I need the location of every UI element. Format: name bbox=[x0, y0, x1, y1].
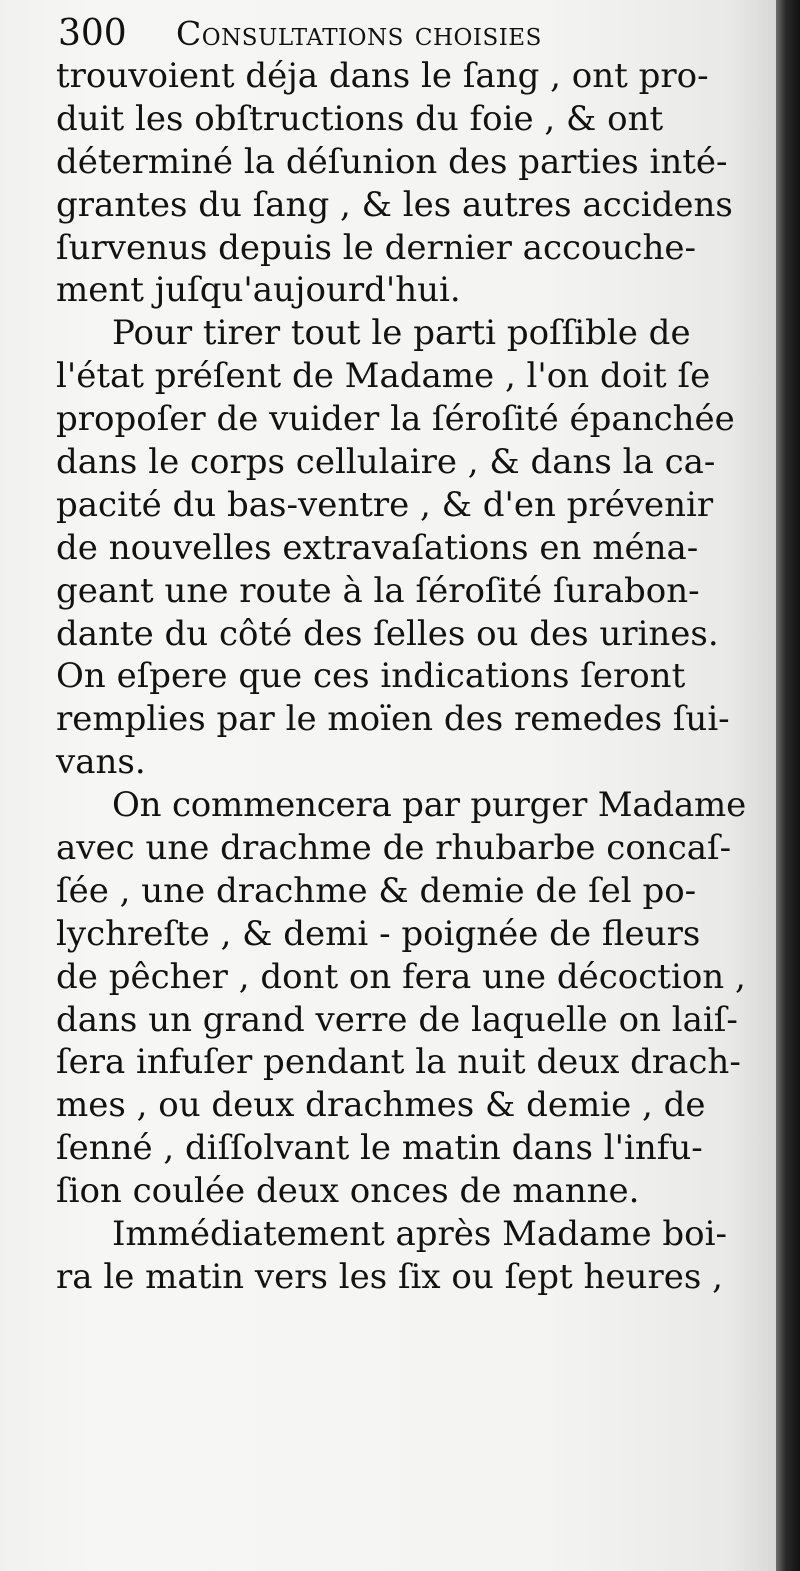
text-line: geant une route à la ſéroſité ſurabon- bbox=[56, 570, 700, 611]
page-header bbox=[58, 10, 718, 60]
text-line: On eſpere que ces indications ſeront bbox=[56, 656, 686, 697]
text-line: avec une drachme de rhubarbe concaſ- bbox=[56, 828, 732, 869]
text-line: ſurvenus depuis le dernier accouche- bbox=[56, 227, 696, 268]
text-line: dans le corps cellulaire , & dans la ca- bbox=[56, 442, 716, 483]
text-line: trouvoient déja dans le ſang , ont pro- bbox=[56, 56, 709, 96]
paragraph-first-line: Pour tirer tout le parti poſſible de bbox=[112, 313, 691, 354]
text-line: grantes du ſang , & les autres accidens bbox=[56, 184, 733, 225]
text-line: dans un grand verre de laquelle on laiſ- bbox=[56, 999, 738, 1040]
text-line: ment juſqu'aujourd'hui. bbox=[56, 270, 461, 311]
text-line: lychreſte , & demi - poignée de fleurs bbox=[56, 913, 701, 954]
text-line: duit les obſtructions du foie , & ont bbox=[56, 98, 664, 139]
text-line: ſera infuſer pendant la nuit deux drach- bbox=[56, 1042, 741, 1083]
page-number: 300 bbox=[58, 13, 127, 54]
text-line: ſée , une drachme & demie de ſel po- bbox=[56, 870, 697, 911]
body-text bbox=[56, 55, 746, 1299]
text-line: de pêcher , dont on fera une décoction , bbox=[56, 956, 746, 997]
text-line: l'état préſent de Madame , l'on doit ſe bbox=[56, 356, 711, 397]
book-gutter-shadow bbox=[776, 0, 800, 1571]
text-line: de nouvelles extravaſations en ména- bbox=[56, 527, 699, 568]
text-line: déterminé la déſunion des parties inté- bbox=[56, 141, 728, 182]
text-line: mes , ou deux drachmes & demie , de bbox=[56, 1085, 706, 1126]
text-line: dante du côté des ſelles ou des urines. bbox=[56, 613, 719, 654]
text-line: ſenné , diſſolvant le matin dans l'infu- bbox=[56, 1128, 703, 1169]
text-line: pacité du bas-ventre , & d'en prévenir bbox=[56, 484, 714, 525]
text-line: ſion coulée deux onces de manne. bbox=[56, 1171, 640, 1212]
text-line: vans. bbox=[56, 742, 146, 783]
text-line: propoſer de vuider la ſéroſité épanchée bbox=[56, 399, 735, 440]
paragraph-first-line: Immédiatement après Madame boi- bbox=[112, 1214, 728, 1255]
paragraph-first-line: On commencera par purger Madame bbox=[112, 785, 746, 826]
text-line: ra le matin vers les ſix ou ſept heures , bbox=[56, 1256, 723, 1297]
text-line: remplies par le moïen des remedes ſui- bbox=[56, 699, 730, 740]
running-head: Consultations choisies bbox=[176, 14, 542, 53]
